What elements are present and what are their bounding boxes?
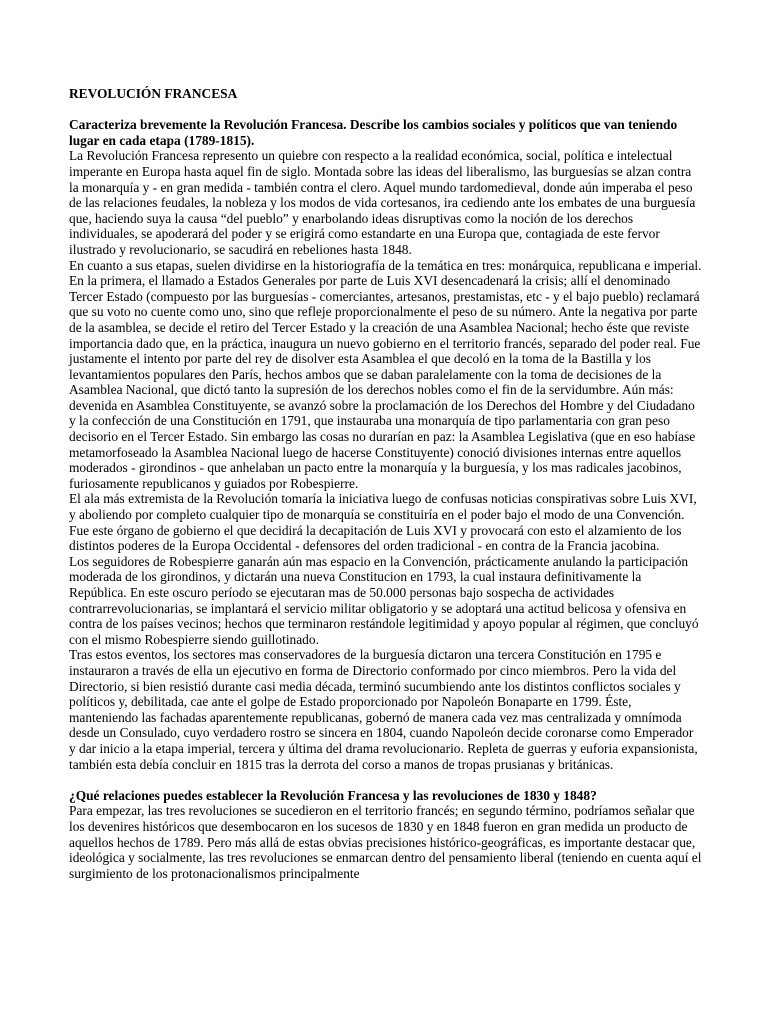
section-question: Caracteriza brevemente la Revolución Francesa. Describe los cambios sociales y políticos que van teniendo lugar en cada etapa (1789-1815). <box>69 117 678 148</box>
section-2 <box>69 788 702 882</box>
paragraph: Los seguidores de Robespierre ganarán aún mas espacio en la Convención, prácticamente anulando la participación moderada de los girondinos, y dictarán una nueva Constitucion en 1793, la cual instaura definitivamente la República. En este oscuro período se ejecutaran mas de 50.000 personas bajo sospecha de actividades contrarrevolucionarias, se implantará el servicio militar obligatorio y se adoptará una actitud belicosa y ofensiva en contra de los países vecinos; hechos que terminaron restándole legitimidad y apoyo popular al régimen, que concluyó con el mismo Robespierre siendo guillotinado. <box>69 553 699 647</box>
paragraph: El ala más extremista de la Revolución tomaría la iniciativa luego de confusas noticias conspirativas sobre Luis XVI, y aboliendo por completo cualquier tipo de monarquía se constituiría en el poder bajo el modo de una Convención. Fue este órgano de gobierno el que decidirá la decapitación de Luis XVI y provocará con esto el alzamiento de los distintos poderes de la Europa Occidental - defensores del orden tradicional - en contra de la Francia jacobina. <box>69 491 697 554</box>
paragraph: Tras estos eventos, los sectores mas conservadores de la burguesía dictaron una tercera Constitución en 1795 e instauraron a través de ella un ejecutivo en forma de Directorio conformado por cinco miembros. Pero la vida del Directorio, si bien resistió durante casi media década, terminó sucumbiendo ante los distintos conflictos sociales y políticos y, debilitada, cae ante el golpe de Estado proporcionado por Napoleón Bonaparte en 1799. Éste, manteniendo las fachadas aparentemente republicanas, gobernó de manera cada vez mas centralizada y omnímoda desde un Consulado, cuyo verdadero rostro se sincera en 1804, cuando Napoleón decide coronarse como Emperador y dar inicio a la etapa imperial, tercera y última del drama revolucionario. Repleta de guerras y euforia expansionista, también esta debía concluir en 1815 tras la derrota del corso a manos de tropas prusianas y británicas. <box>69 647 698 772</box>
paragraph: La Revolución Francesa represento un quiebre con respecto a la realidad económica, social, política e intelectual imperante en Europa hasta aquel fin de siglo. Montada sobre las ideas del liberalismo, las burguesías se alzan contra la monarquía y - en gran medida - también contra el clero. Aquel mundo tardomedieval, donde aún imperaba el peso de las relaciones feudales, la nobleza y los modos de vida cortesanos, ira cediendo ante los embates de una burguesía que, haciendo suya la causa “del pueblo” y enarbolando ideas disruptivas como la noción de los derechos individuales, se apoderará del poder y se erigirá como estandarte en una Europa que, contagiada de este fervor ilustrado y revolucionario, se sacudirá en rebeliones hasta 1848. <box>69 148 696 257</box>
section-1 <box>69 117 702 772</box>
document-title: REVOLUCIÓN FRANCESA <box>69 86 238 101</box>
section-question: ¿Qué relaciones puedes establecer la Revolución Francesa y las revoluciones de 1830 y 1848? <box>69 787 597 803</box>
paragraph: Para empezar, las tres revoluciones se sucedieron en el territorio francés; en segundo término, podríamos señalar que los devenires históricos que desembocaron en los sucesos de 1830 y en 1848 fueron en gran medida un producto de aquellos hechos de 1789. Pero más allá de estas obvias precisiones histórico-geográficas, es importante destacar que, ideológica y socialmente, las tres revoluciones se enmarcan dentro del pensamiento liberal (teniendo en cuenta aquí el surgimiento de los protonacionalismos principalmente <box>69 803 702 881</box>
paragraph: En cuanto a sus etapas, suelen dividirse en la historiografía de la temática en tres: monárquica, republicana e imperial. En la primera, el llamado a Estados Generales por parte de Luis XVI desencadenará la crisis; allí el denominado Tercer Estado (compuesto por las burguesías - comerciantes, artesanos, prestamistas, etc - y el bajo pueblo) reclamará que su voto no cuente como uno, sino que refleje proporcionalmente el peso de su número. Ante la negativa por parte de la asamblea, se decide el retiro del Tercer Estado y la creación de una Asamblea Nacional; hecho éste que reviste importancia dado que, en la práctica, inaugura un nuevo gobierno en el territorio francés, separado del poder real. Fue justamente el intento por parte del rey de disolver esta Asamblea el que decoló en la toma de la Bastilla y los levantamientos populares den París, hechos ambos que se daban paralelamente con la toma de decisiones de la Asamblea Nacional, que dictó tanto la supresión de los derechos nobles como el fin de la servidumbre. Aún más: devenida en Asamblea Constituyente, se avanzó sobre la proclamación de los Derechos del Hombre y del Ciudadano y la confección de una Constitución en 1791, que instauraba una monarquía de tipo parlamentaria con gran peso decisorio en el Tercer Estado. Sin embargo las cosas no durarían en paz: la Asamblea Legislativa (que en eso habíase metamorfoseado la Asamblea Nacional luego de hacerse Constituyente) conoció divisiones internas entre aquellos moderados - girondinos - que anhelaban un pacto entre la monarquía y la burguesía, y los mas radicales jacobinos, furiosamente republicanos y guiados por Robespierre. <box>69 257 702 491</box>
